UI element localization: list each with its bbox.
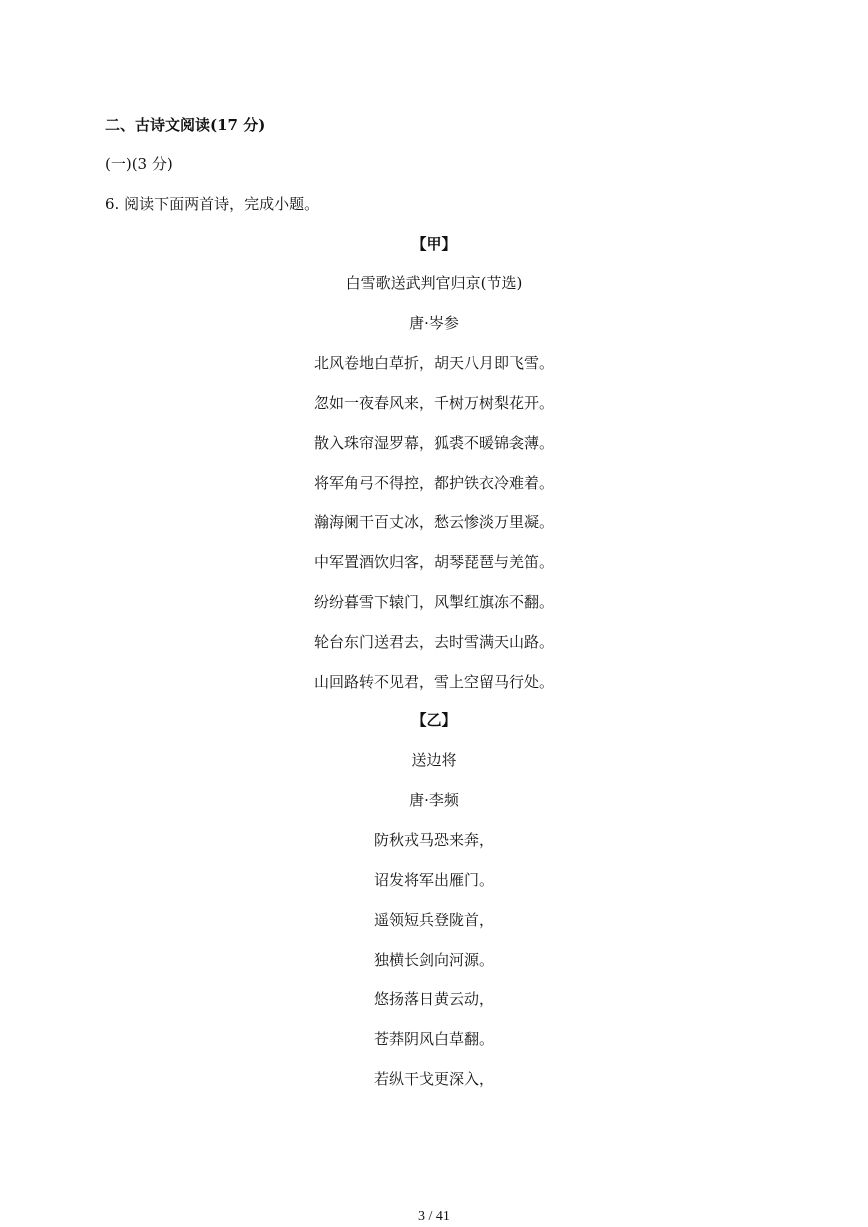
poem-b-line: 悠扬落日黄云动， bbox=[373, 990, 494, 1008]
poem-a-line: 纷纷暮雪下辕门，风掣红旗冻不翻。 bbox=[313, 593, 554, 611]
poem-a-line: 轮台东门送君去，去时雪满天山路。 bbox=[313, 633, 554, 651]
poem-a-line: 将军角弓不得控，都护铁衣冷难着。 bbox=[313, 474, 554, 492]
poem-b-title: 送边将 bbox=[411, 751, 457, 769]
poem-a-line: 忽如一夜春风来，千树万树梨花开。 bbox=[313, 394, 554, 412]
poem-a-title: 白雪歌送武判官归京(节选) bbox=[345, 274, 523, 292]
question-prompt: 6. 阅读下面两首诗，完成小题。 bbox=[105, 195, 320, 213]
poem-a-marker: 【甲】 bbox=[411, 235, 457, 253]
poem-b-marker: 【乙】 bbox=[411, 711, 457, 729]
poem-b-line: 诏发将军出雁门。 bbox=[373, 871, 494, 889]
poem-b-line: 若纵干戈更深入， bbox=[373, 1070, 494, 1088]
poem-b-line: 独横长剑向河源。 bbox=[373, 951, 494, 969]
poem-a-line: 北风卷地白草折，胡天八月即飞雪。 bbox=[313, 354, 554, 372]
poem-a-line: 山回路转不见君，雪上空留马行处。 bbox=[313, 673, 554, 691]
poem-a-line: 瀚海阑干百丈冰，愁云惨淡万里凝。 bbox=[313, 513, 554, 531]
poem-b-line: 苍莽阴风白草翻。 bbox=[373, 1030, 494, 1048]
page-number: 3 / 41 bbox=[418, 1209, 450, 1224]
poem-b-line: 防秋戎马恐来奔， bbox=[373, 831, 494, 849]
poem-a-author: 唐·岑参 bbox=[409, 314, 459, 332]
poem-a-line: 散入珠帘湿罗幕，狐裘不暖锦衾薄。 bbox=[313, 434, 554, 452]
section-title: 二、古诗文阅读(17 分) bbox=[105, 116, 266, 134]
subsection-title: (一)(3 分) bbox=[105, 155, 173, 173]
poem-a-line: 中军置酒饮归客，胡琴琵琶与羌笛。 bbox=[313, 553, 554, 571]
poem-b-author: 唐·李频 bbox=[409, 791, 459, 809]
poem-b-line: 遥领短兵登陇首， bbox=[373, 911, 494, 929]
